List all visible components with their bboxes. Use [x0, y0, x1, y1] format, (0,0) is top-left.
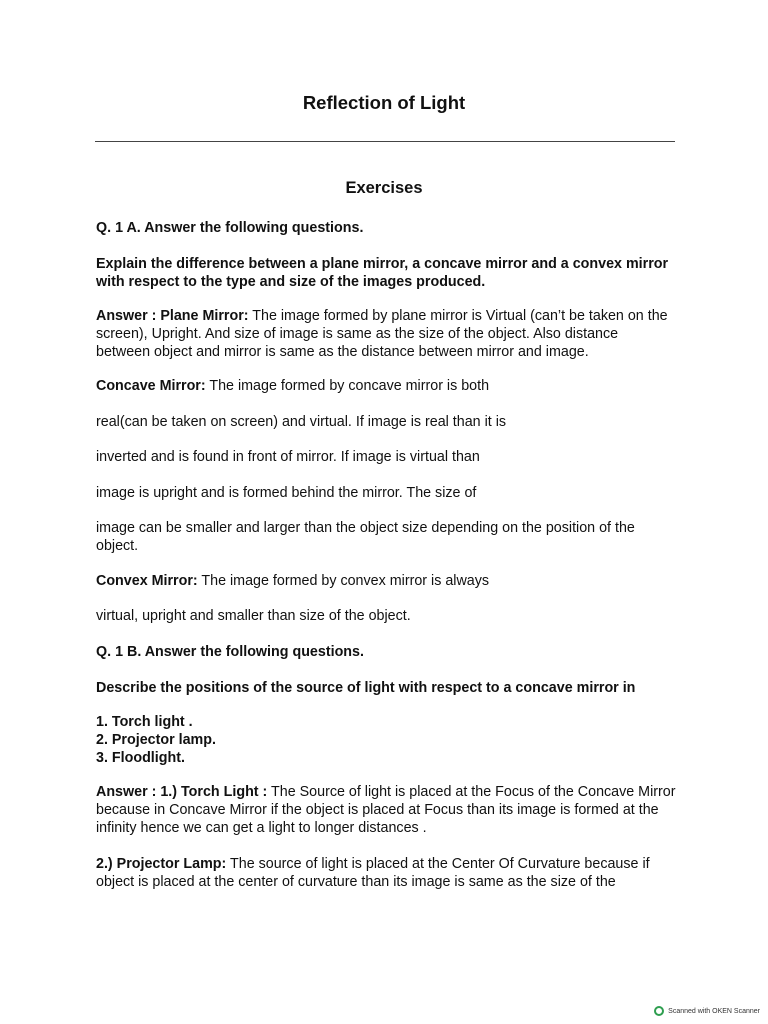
answer-torch — [96, 783, 676, 837]
answer-projector — [96, 855, 676, 891]
q1b-heading: Q. 1 B. Answer the following questions. — [96, 644, 364, 660]
convex-line-1 — [96, 572, 676, 590]
q1b-item-list — [96, 713, 676, 767]
answer-plane-label: Answer : Plane Mirror: — [96, 308, 249, 324]
answer-torch-text: The Source of light is placed at the Focus of the Concave Mirror because in Concave Mirror if the object is placed at Focus than its image is formed at the infinity hence we can get a light to longer distances . — [96, 784, 676, 836]
convex-line-2: virtual, upright and smaller than size of the object. — [96, 608, 411, 624]
scanner-stamp-text: Scanned with OKEN Scanner — [668, 1007, 760, 1015]
section-heading: Exercises — [345, 179, 423, 197]
q1a-heading: Q. 1 A. Answer the following questions. — [96, 220, 364, 236]
list-item: 3. Floodlight. — [96, 750, 185, 766]
concave-line-3: inverted and is found in front of mirror. If image is virtual than — [96, 449, 480, 465]
document-title: Reflection of Light — [302, 92, 466, 113]
concave-line-5: image can be smaller and larger than the object size depending on the position of the object. — [96, 520, 635, 554]
answer-plane-text: The image formed by plane mirror is Virtual (can’t be taken on the screen), Upright. And size of image is same as the size of the object. Also distance between object and mirror is same as the distance between mirror and image. — [96, 308, 668, 360]
answer-projector-text: The source of light is placed at the Center Of Curvature because if object is placed at the center of curvature than its image is same as the size of the — [96, 856, 650, 890]
answer-torch-label: Answer : 1.) Torch Light : — [96, 784, 268, 800]
concave-line-1 — [96, 377, 676, 395]
title-divider — [95, 141, 675, 142]
concave-label: Concave Mirror: — [96, 378, 206, 394]
q1a-question: Explain the difference between a plane mirror, a concave mirror and a convex mirror with respect to the type and size of the images produced. — [96, 256, 669, 290]
answer-projector-label: 2.) Projector Lamp: — [96, 856, 227, 872]
list-item: 2. Projector lamp. — [96, 732, 216, 748]
scanner-stamp — [654, 1006, 760, 1016]
concave-line-2: real(can be taken on screen) and virtual. If image is real than it is — [96, 414, 507, 430]
list-item: 1. Torch light . — [96, 714, 193, 730]
answer-plane-mirror — [96, 307, 676, 361]
scanner-logo-ring — [655, 1007, 663, 1015]
q1b-question: Describe the positions of the source of light with respect to a concave mirror in — [96, 680, 636, 696]
convex-text-1: The image formed by convex mirror is always — [197, 573, 490, 589]
convex-label: Convex Mirror: — [96, 573, 198, 589]
concave-line-4: image is upright and is formed behind the mirror. The size of — [96, 485, 477, 501]
concave-text-1: The image formed by concave mirror is both — [205, 378, 490, 394]
scanner-logo-icon — [654, 1006, 664, 1016]
